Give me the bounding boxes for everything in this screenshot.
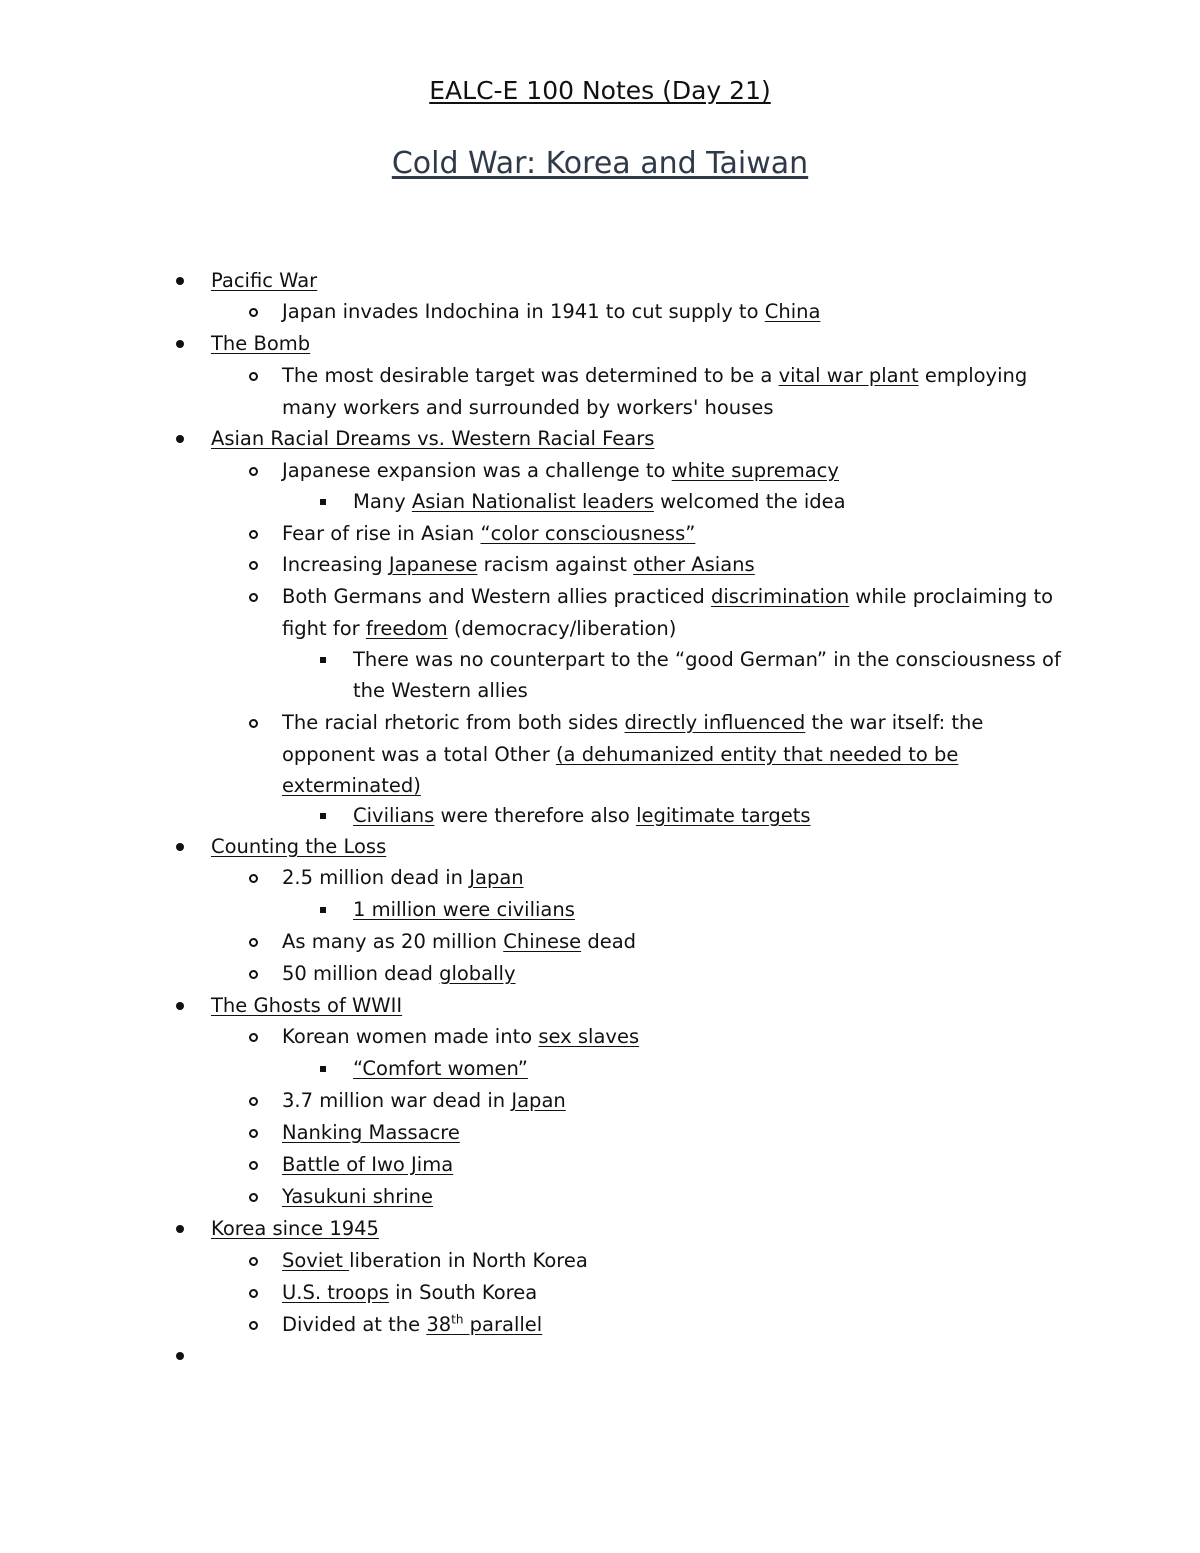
note-text: while proclaiming to	[849, 585, 1054, 608]
note-underline: Asian Nationalist leaders	[411, 490, 654, 513]
list-item	[0, 518, 1200, 550]
list-item	[0, 1213, 1200, 1245]
list-item	[0, 1181, 1200, 1213]
note-underline: Battle of Iwo Jima	[282, 1153, 454, 1176]
list-item	[0, 862, 1200, 894]
bullet-circle-icon	[249, 372, 258, 381]
list-item	[0, 990, 1200, 1022]
bullet-circle-icon	[249, 308, 258, 317]
note-text: in South Korea	[388, 1281, 538, 1304]
list-item	[0, 831, 1200, 863]
note-text: the war itself: the	[805, 711, 984, 734]
bullet-square-icon	[320, 813, 326, 819]
bullet-circle-icon	[249, 874, 258, 883]
bullet-square-icon	[320, 1066, 326, 1072]
note-text: 3.7 million war dead in	[282, 1089, 512, 1112]
note-underline: Japan	[511, 1089, 566, 1112]
note-underline: discrimination	[711, 585, 850, 608]
list-item	[0, 926, 1200, 958]
bullet-circle-icon	[249, 1321, 258, 1330]
bullet-square-icon	[320, 499, 326, 505]
note-underline-number: 38	[426, 1313, 452, 1336]
note-text: The racial rhetoric from both sides	[282, 711, 625, 734]
note-text: 50 million dead	[282, 962, 440, 985]
list-item	[0, 581, 1200, 613]
note-text: Fear of rise in Asian	[282, 522, 481, 545]
bullet-circle-icon	[249, 719, 258, 728]
note-text: Increasing	[282, 553, 389, 576]
bullet-disc-icon	[176, 277, 184, 285]
note-text: Both Germans and Western allies practiced	[282, 585, 711, 608]
bullet-disc-icon	[176, 340, 184, 348]
note-underline: “color consciousness”	[480, 522, 696, 545]
note-underline: 1 million were civilians	[353, 898, 575, 921]
bullet-circle-icon	[249, 593, 258, 602]
section-heading: Counting the Loss	[211, 835, 387, 858]
page-title: Cold War: Korea and Taiwan	[391, 146, 809, 181]
note-text: the Western allies	[353, 679, 528, 702]
list-item-continued	[0, 613, 1200, 645]
note-underline: “Comfort women”	[353, 1057, 528, 1080]
note-underline: sex slaves	[538, 1025, 640, 1048]
note-underline	[426, 1313, 542, 1336]
note-text: racism against	[477, 553, 634, 576]
note-text: Japanese expansion was a challenge to	[282, 459, 672, 482]
bullet-disc-icon	[176, 1002, 184, 1010]
bullet-circle-icon	[249, 1161, 258, 1170]
note-text: Korean women made into	[282, 1025, 539, 1048]
list-item	[0, 486, 1200, 518]
bullet-circle-icon	[249, 1289, 258, 1298]
list-item	[0, 707, 1200, 739]
note-underline: exterminated)	[282, 774, 421, 797]
bullet-disc-icon	[176, 435, 184, 443]
note-text: welcomed the idea	[653, 490, 846, 513]
section-heading: Asian Racial Dreams vs. Western Racial Fears	[211, 427, 655, 450]
note-text: opponent was a total Other	[282, 743, 556, 766]
bullet-circle-icon	[249, 467, 258, 476]
bullet-circle-icon	[249, 1097, 258, 1106]
bullet-circle-icon	[249, 1257, 258, 1266]
note-text: fight for	[282, 617, 366, 640]
note-text: The most desirable target was determined to be a	[282, 364, 779, 387]
note-text: dead	[581, 930, 637, 953]
list-item-continued	[0, 739, 1200, 771]
list-item	[0, 265, 1200, 297]
note-underline: U.S. troops	[282, 1281, 389, 1304]
list-item-empty	[0, 1340, 1200, 1372]
note-underline: (a dehumanized entity that needed to be	[555, 743, 959, 766]
bullet-disc-icon	[176, 843, 184, 851]
list-item	[0, 1309, 1200, 1341]
note-underline: other Asians	[633, 553, 755, 576]
note-text: Japan invades Indochina in 1941 to cut supply to	[282, 300, 765, 323]
list-item-continued	[0, 675, 1200, 707]
list-item	[0, 328, 1200, 360]
section-heading: Korea since 1945	[211, 1217, 379, 1240]
list-item	[0, 360, 1200, 392]
note-text: There was no counterpart to the “good German” in the consciousness of	[353, 648, 1061, 671]
note-text: Many	[353, 490, 412, 513]
bullet-square-icon	[320, 657, 326, 663]
note-underline: white supremacy	[671, 459, 839, 482]
list-item	[0, 800, 1200, 832]
list-item	[0, 423, 1200, 455]
note-text: were therefore also	[434, 804, 637, 827]
bullet-circle-icon	[249, 530, 258, 539]
bullet-circle-icon	[249, 938, 258, 947]
list-item	[0, 1085, 1200, 1117]
list-item	[0, 958, 1200, 990]
note-text: 2.5 million dead in	[282, 866, 470, 889]
list-item	[0, 455, 1200, 487]
bullet-circle-icon	[249, 1193, 258, 1202]
note-underline: freedom	[365, 617, 448, 640]
list-item	[0, 644, 1200, 676]
note-text: employing	[918, 364, 1028, 387]
note-text: As many as 20 million	[282, 930, 504, 953]
list-item	[0, 1149, 1200, 1181]
bullet-circle-icon	[249, 561, 258, 570]
note-text: Divided at the	[282, 1313, 427, 1336]
section-heading: The Ghosts of WWII	[211, 994, 403, 1017]
list-item	[0, 296, 1200, 328]
superscript: th	[451, 1312, 464, 1327]
list-item-continued	[0, 392, 1200, 424]
note-underline: China	[764, 300, 821, 323]
bullet-square-icon	[320, 907, 326, 913]
list-item	[0, 894, 1200, 926]
note-underline: directly influenced	[624, 711, 806, 734]
note-underline: globally	[439, 962, 516, 985]
note-text: liberation in North Korea	[349, 1249, 588, 1272]
note-underline-text: parallel	[463, 1313, 543, 1336]
bullet-disc-icon	[176, 1352, 184, 1360]
bullet-circle-icon	[249, 970, 258, 979]
bullet-circle-icon	[249, 1129, 258, 1138]
list-item	[0, 1053, 1200, 1085]
note-underline: Japanese	[388, 553, 478, 576]
note-underline: Civilians	[353, 804, 435, 827]
note-underline: Chinese	[503, 930, 582, 953]
note-underline: Nanking Massacre	[282, 1121, 460, 1144]
bullet-circle-icon	[249, 1033, 258, 1042]
note-underline: Yasukuni shrine	[282, 1185, 434, 1208]
list-item	[0, 1245, 1200, 1277]
note-text: (democracy/liberation)	[447, 617, 677, 640]
course-title: EALC-E 100 Notes (Day 21)	[429, 76, 771, 105]
list-item	[0, 1021, 1200, 1053]
list-item-continued	[0, 770, 1200, 802]
list-item	[0, 549, 1200, 581]
list-item	[0, 1277, 1200, 1309]
note-underline: legitimate targets	[636, 804, 811, 827]
note-underline: Soviet	[282, 1249, 350, 1272]
note-underline: Japan	[469, 866, 524, 889]
section-heading: Pacific War	[211, 269, 318, 292]
section-heading: The Bomb	[211, 332, 311, 355]
list-item	[0, 1117, 1200, 1149]
note-text: many workers and surrounded by workers' houses	[282, 396, 774, 419]
note-underline: vital war plant	[778, 364, 919, 387]
bullet-disc-icon	[176, 1225, 184, 1233]
